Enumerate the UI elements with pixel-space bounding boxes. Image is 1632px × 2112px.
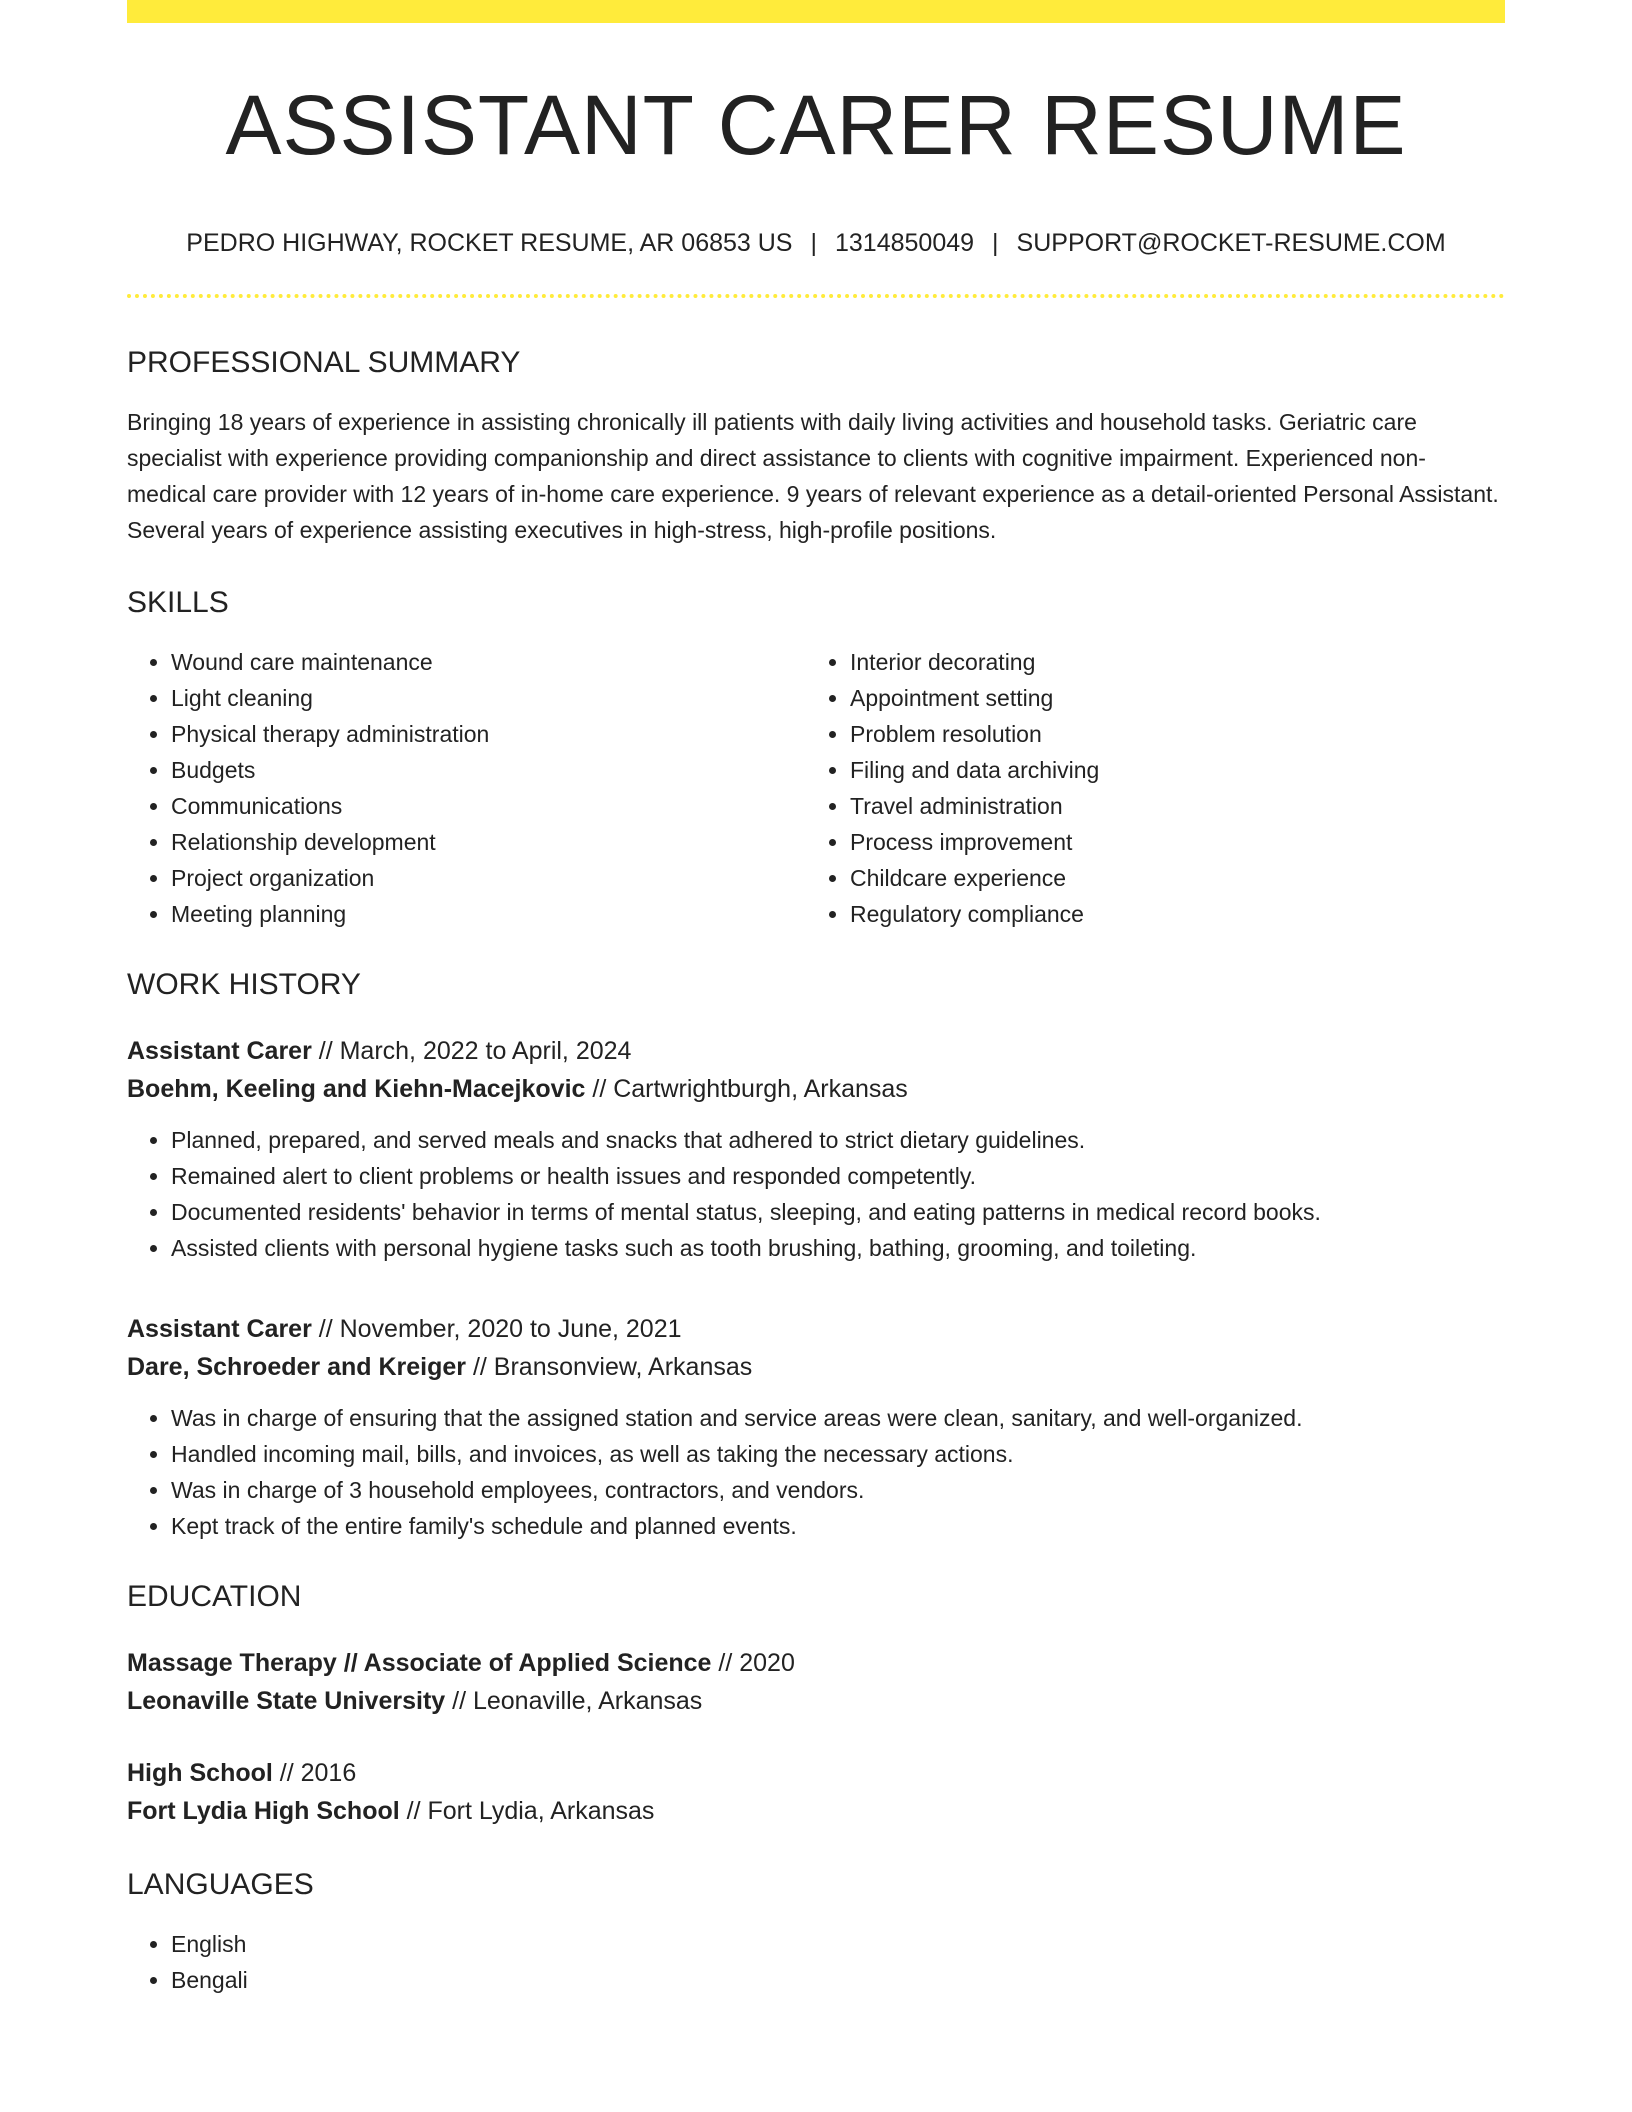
- education-location: // Fort Lydia, Arkansas: [399, 1797, 655, 1825]
- job-entry: [127, 1310, 1505, 1544]
- education-heading: EDUCATION: [127, 1580, 302, 1613]
- job-bullet: • Documented residents' behavior in terms of mental status, sleeping, and eating patterns in medical record books.: [171, 1194, 1505, 1230]
- skill-item: • Travel administration: [850, 788, 1485, 824]
- job-bullets: [127, 1400, 1505, 1544]
- job-company-line: [127, 1348, 1505, 1386]
- job-role-line: [127, 1032, 1505, 1070]
- resume-title: ASSISTANT CARER RESUME: [225, 78, 1407, 172]
- skill-item: • Relationship development: [171, 824, 806, 860]
- skill-item: • Childcare experience: [850, 860, 1485, 896]
- education-year: // 2020: [711, 1649, 795, 1677]
- job-location: // Cartwrightburgh, Arkansas: [585, 1075, 908, 1103]
- job-role: Assistant Carer: [127, 1315, 312, 1343]
- education-degree: High School: [127, 1759, 273, 1787]
- contact-email[interactable]: SUPPORT@ROCKET-RESUME.COM: [1016, 229, 1446, 257]
- summary-heading: PROFESSIONAL SUMMARY: [127, 346, 521, 379]
- job-role-line: [127, 1310, 1505, 1348]
- job-bullet: • Handled incoming mail, bills, and invoices, as well as taking the necessary actions.: [171, 1436, 1505, 1472]
- skill-item: • Process improvement: [850, 824, 1485, 860]
- job-role: Assistant Carer: [127, 1037, 312, 1065]
- education-entry: [127, 1754, 1505, 1830]
- skill-item: • Regulatory compliance: [850, 896, 1485, 932]
- education-school-line: [127, 1682, 1505, 1720]
- contact-line: [127, 231, 1505, 256]
- skills-column-right: [806, 644, 1485, 932]
- education-degree: Massage Therapy // Associate of Applied Science: [127, 1649, 712, 1677]
- job-dates: // November, 2020 to June, 2021: [311, 1315, 682, 1343]
- job-company-line: [127, 1070, 1505, 1108]
- dotted-divider: [127, 294, 1505, 298]
- skill-item: • Filing and data archiving: [850, 752, 1485, 788]
- skills-list: [127, 644, 1505, 932]
- job-company: Dare, Schroeder and Kreiger: [127, 1353, 467, 1381]
- job-bullet: • Planned, prepared, and served meals and snacks that adhered to strict dietary guidelines.: [171, 1122, 1505, 1158]
- skill-item: • Light cleaning: [171, 680, 806, 716]
- contact-address: PEDRO HIGHWAY, ROCKET RESUME, AR 06853 US: [186, 229, 793, 257]
- skill-item: • Physical therapy administration: [171, 716, 806, 752]
- education-year: // 2016: [272, 1759, 357, 1787]
- job-bullet: • Assisted clients with personal hygiene tasks such as tooth brushing, bathing, grooming, and toileting.: [171, 1230, 1505, 1266]
- resume-page: [127, 0, 1505, 1998]
- language-item: • English: [171, 1926, 1505, 1962]
- skills-column-left: [127, 644, 806, 932]
- job-bullet: • Was in charge of ensuring that the assigned station and service areas were clean, sanitary, and well-organized.: [171, 1400, 1505, 1436]
- education-degree-line: [127, 1644, 1505, 1682]
- work-history-heading: WORK HISTORY: [127, 968, 361, 1001]
- languages-heading: LANGUAGES: [127, 1868, 314, 1901]
- skill-item: • Meeting planning: [171, 896, 806, 932]
- job-location: // Bransonview, Arkansas: [466, 1353, 753, 1381]
- skill-item: • Interior decorating: [850, 644, 1485, 680]
- skills-heading: SKILLS: [127, 586, 229, 619]
- education-school: Leonaville State University: [127, 1687, 446, 1715]
- job-entry: [127, 1032, 1505, 1266]
- job-bullet: • Kept track of the entire family's schedule and planned events.: [171, 1508, 1505, 1544]
- skill-item: • Communications: [171, 788, 806, 824]
- job-company: Boehm, Keeling and Kiehn-Macejkovic: [127, 1075, 586, 1103]
- contact-separator: |: [810, 229, 817, 257]
- skill-item: • Project organization: [171, 860, 806, 896]
- top-accent-bar: [127, 0, 1505, 23]
- contact-phone[interactable]: 1314850049: [835, 229, 975, 257]
- languages-list: [127, 1926, 1505, 1998]
- education-location: // Leonaville, Arkansas: [445, 1687, 703, 1715]
- summary-text: Bringing 18 years of experience in assisting chronically ill patients with daily living activities and household tasks. Geriatric care specialist with experience providing companionship and direct assistance to clients with cognitive impairment. Experienced non-medical care provider with 12 years of in-home care experience. 9 years of relevant experience as a detail-oriented Personal Assistant. Several years of experience assisting executives in high-stress, high-profile positions.: [127, 409, 1499, 543]
- education-degree-line: [127, 1754, 1505, 1792]
- job-bullet: • Remained alert to client problems or health issues and responded competently.: [171, 1158, 1505, 1194]
- education-entry: [127, 1644, 1505, 1720]
- job-dates: // March, 2022 to April, 2024: [311, 1037, 632, 1065]
- education-school-line: [127, 1792, 1505, 1830]
- skill-item: • Wound care maintenance: [171, 644, 806, 680]
- language-item: • Bengali: [171, 1962, 1505, 1998]
- education-school: Fort Lydia High School: [127, 1797, 400, 1825]
- contact-separator: |: [992, 229, 999, 257]
- skill-item: • Budgets: [171, 752, 806, 788]
- skill-item: • Problem resolution: [850, 716, 1485, 752]
- job-bullets: [127, 1122, 1505, 1266]
- job-bullet: • Was in charge of 3 household employees, contractors, and vendors.: [171, 1472, 1505, 1508]
- skill-item: • Appointment setting: [850, 680, 1485, 716]
